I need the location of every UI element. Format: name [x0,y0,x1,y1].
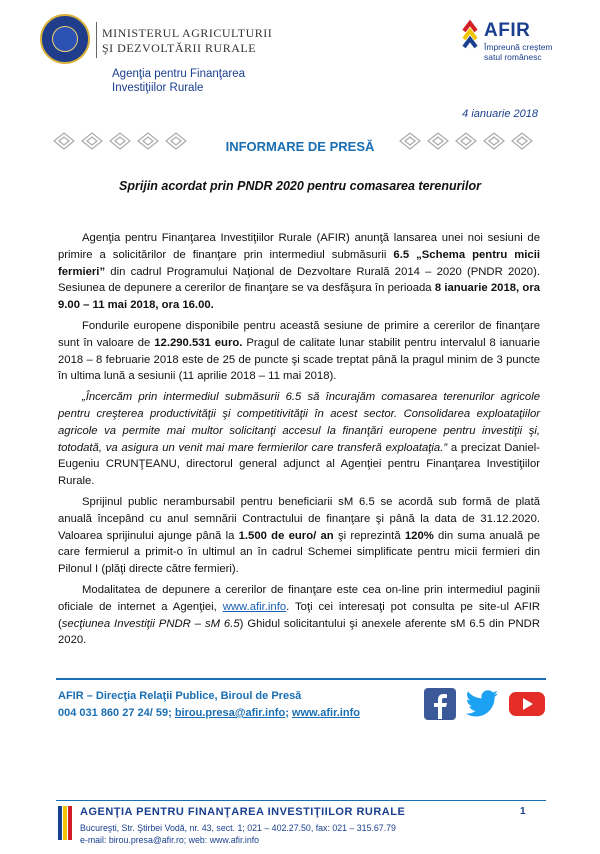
contact-details: 004 031 860 27 24/ 59; birou.presa@afir.info; www.afir.info [58,707,360,719]
afir-tagline [484,42,553,62]
footer-address-line: Bucureşti, Str. Ştirbei Vodă, nr. 43, sect. 1; 021 – 402.27.50, fax: 021 – 315.67.79 [80,823,396,833]
tagline-line-2: satul românesc [484,52,542,62]
contact-department: AFIR – Direcţia Relaţii Publice, Biroul de Presă [58,690,302,702]
agency-line-2: Investiţiilor Rurale [112,82,204,94]
ministry-line-2: ŞI DEZVOLTĂRII RURALE [102,41,257,55]
tagline-line-1: Împreună creştem [484,42,553,52]
ministry-name [102,26,272,56]
contact-phone: 004 031 860 27 24/ 59; [58,707,175,719]
agency-line-1: Agenţia pentru Finanţarea [112,68,245,80]
footer-logo-mark [58,806,72,840]
contact-email-link[interactable]: birou.presa@afir.info [174,707,286,719]
government-seal [40,14,90,64]
press-subtitle: Sprijin acordat prin PNDR 2020 pentru comasarea terenurilor [119,179,481,193]
footer-agency-title: AGENŢIA PENTRU FINANŢAREA INVESTIŢIILOR RURALE [80,806,406,818]
ministry-line-1: MINISTERUL AGRICULTURII [102,26,273,40]
twitter-icon[interactable] [464,688,500,720]
youtube-icon[interactable] [508,688,546,720]
press-date: 4 ianuarie 2018 [462,108,538,120]
facebook-icon[interactable] [424,688,456,720]
paragraph-3: „Încercăm prin intermediul submăsurii 6.5 să încurajăm comasarea terenurilor agricole pentru creşterea productivităţii şi competitivităţii în acest sector. Consolidarea exploataţiilor agricole va permite mai multor solicitanţi accesul la finanţări europene pentru investiţii şi, totodată, va asigura un venit mai mare fermierilor care transferă exploataţia.” a precizat Daniel-Eugeniu CRUNŢEANU, directorul general adjunct al Agenţiei pentru Finanţarea Investiţiilor Rurale. [58,391,540,488]
paragraph-5: Modalitatea de depunere a cererilor de finanţare este cea on-line prin intermediul paginii oficiale de internet a Agenţiei, www.afir.info. Toţi cei interesaţi pot consulta pe site-ul AFIR (secţiunea Investiţii PNDR – sM 6.5) Ghidul solicitantului şi anexele aferente sM 6.5 din PNDR 2020. [58,583,540,647]
press-body [58,230,540,653]
page-number: 1 [520,806,526,817]
footer-address [80,822,396,846]
press-release-title: INFORMARE DE PRESĂ [225,139,375,154]
paragraph-4: Sprijinul public nerambursabil pentru beneficiarii sM 6.5 se acordă sub formă de plată anuală începând cu anul semnării Contractului de finanţare şi până la data de 31.12.2020. Valoarea sprijinului ajunge până la 1.500 de euro/ an şi reprezintă 120% din suma anuală pe care fermierul a primit-o în ultimul an în cadrul Schemei simplificate pentru micii fermieri din Pilonul I (plăţi directe către fermieri). [58,495,541,576]
afir-website-link[interactable]: www.afir.info [222,600,287,613]
paragraph-2: Fondurile europene disponibile pentru această sesiune de primire a cererilor de finanţare sunt în valoare de 12.290.531 euro. Pragul de calitate lunar stabilit pentru intervalul 8 ianuarie 2018 – 8 februarie 2018 este de 25 de puncte şi scade treptat până la pragul minim de 3 puncte în ultima lună a sesiunii (11 aprilie 2018 – 11 mai 2018). [58,319,540,383]
contact-divider [56,678,546,680]
footer-divider [56,800,546,801]
paragraph-1: Agenţia pentru Finanţarea Investiţiilor Rurale (AFIR) anunţă lansarea unei noi sesiuni de primire a solicitărilor de finanţare prin intermediul submăsurii 6.5 „Schema pentru micii fermieri” din cadrul Programului Naţional de Dezvoltare Rurală 2014 – 2020 (PNDR 2020). Sesiunea de depunere a cererilor de finanţare se va desfăşura în perioada 8 ianuarie 2018, ora 9.00 – 11 mai 2018, ora 16.00. [58,232,540,312]
afir-logo-text: AFIR [484,20,531,41]
press-contact [58,688,360,722]
footer-contact-line: e-mail: birou.presa@afir.ro; web: www.afir.info [80,835,260,845]
contact-web-link[interactable]: www.afir.info [291,707,360,719]
header-divider [96,22,97,58]
agency-name-header [112,67,245,95]
